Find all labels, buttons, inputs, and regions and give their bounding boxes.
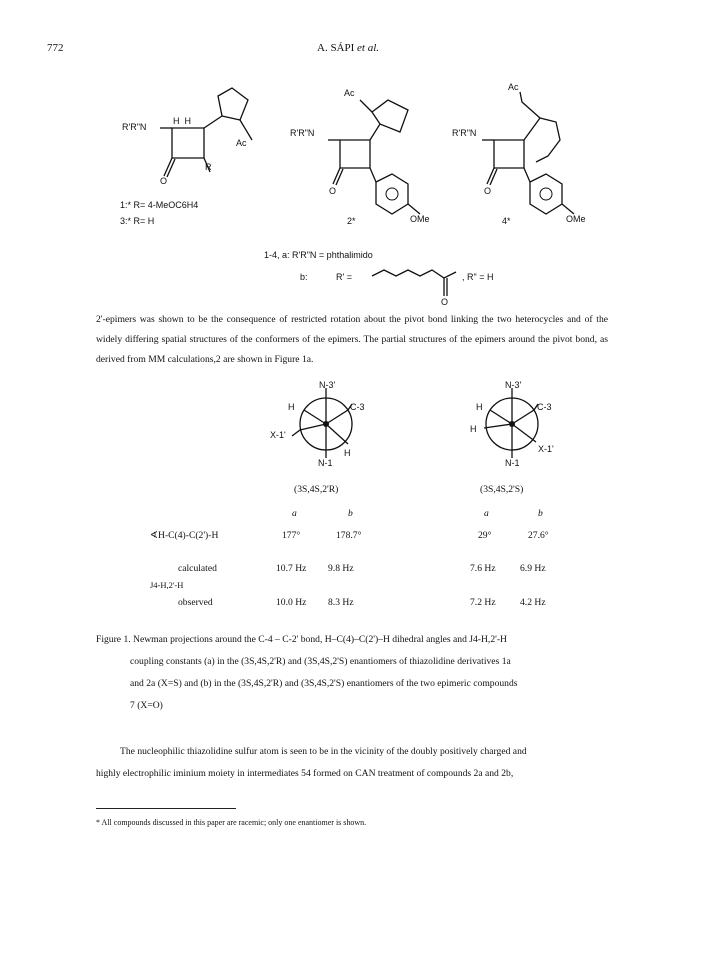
ac-label-2: Ac: [344, 88, 355, 98]
newman-r-x1: X-1': [538, 444, 554, 454]
legend-b-rr: , R" = H: [462, 272, 494, 282]
col-b-left: b: [348, 508, 353, 519]
allyl-chain: [372, 270, 456, 278]
rrn-label-2: R'R"N: [290, 128, 315, 138]
calc-a-left: 10.7 Hz: [276, 563, 307, 574]
angle-a-right: 29°: [478, 530, 492, 541]
col-a-left: a: [292, 508, 297, 519]
angle-a-left: 177°: [282, 530, 301, 541]
newman-l-h: H: [288, 402, 295, 412]
col-b-right: b: [538, 508, 543, 519]
compound-4-label: 4*: [502, 216, 511, 226]
beta-lactam-ring-2: [340, 140, 370, 168]
compound-3-label: 3:* R= H: [120, 216, 155, 226]
ac-label-4: Ac: [508, 82, 519, 92]
thiazolidine-2: [370, 100, 408, 140]
aryl-ring-4: [530, 174, 562, 214]
angle-label: ∢H-C(4)-C(2')-H: [150, 530, 219, 541]
j-label: J4-H,2'-H: [150, 580, 184, 590]
obs-label: observed: [178, 597, 213, 608]
calc-b-right: 6.9 Hz: [520, 563, 546, 574]
rrn-label-1: R'R"N: [122, 122, 147, 132]
footnote: * All compounds discussed in this paper are racemic; only one enantiomer is shown.: [96, 818, 367, 827]
compound-1-label: 1:* R= 4-MeOC6H4: [120, 200, 199, 210]
ome-label-4: OMe: [566, 214, 586, 224]
ring-4: [524, 118, 560, 162]
paragraph-1: 2'-epimers was shown to be the consequence of restricted rotation about the pivot bond linking the two heterocycles and of the widely differing spatial structures of the conformers of the epimers. The partial structures of the epimers around the pivot bond, as derived from MM calculations,2 are shown in Figure 1a.: [96, 314, 608, 365]
newman-l-h2: H: [344, 448, 351, 458]
paragraph-2-line-1: The nucleophilic thiazolidine sulfur atom is seen to be in the vicinity of the doubly positively charged and: [120, 746, 527, 757]
figure-caption-line-4: 7 (X=O): [130, 700, 163, 711]
legend-a: 1-4, a: R'R"N = phthalimido: [264, 250, 373, 260]
rrn-label-4: R'R"N: [452, 128, 477, 138]
angle-b-left: 178.7°: [336, 530, 362, 541]
angle-b-right: 27.6°: [528, 530, 549, 541]
newman-r-h: H: [476, 402, 483, 412]
running-head-etal: et al.: [357, 42, 380, 54]
beta-lactam-ring-1: [172, 128, 204, 158]
obs-b-left: 8.3 Hz: [328, 597, 354, 608]
o-label-b: O: [441, 297, 449, 307]
figure-caption-line-3: and 2a (X=S) and (b) in the (3S,4S,2'R) and (3S,4S,2'S) enantiomers of the two epimeric compounds: [130, 678, 518, 689]
newman-projections: [0, 378, 701, 468]
config-right: (3S,4S,2'S): [480, 484, 524, 495]
newman-r-n3: N-3': [505, 380, 522, 390]
newman-l-n1: N-1: [318, 458, 333, 468]
paragraph-2-line-2: highly electrophilic iminium moiety in intermediates 54 formed on CAN treatment of compounds 2a and 2b,: [96, 768, 514, 779]
compound-2-label: 2*: [347, 216, 356, 226]
ome-label-2: OMe: [410, 214, 430, 224]
newman-l-x1: X-1': [270, 430, 286, 440]
beta-lactam-ring-4: [494, 140, 524, 168]
h-label: H H: [173, 116, 191, 126]
o-label-1: O: [160, 176, 168, 186]
o-label-2: O: [329, 186, 337, 196]
obs-a-right: 7.2 Hz: [470, 597, 496, 608]
calc-b-left: 9.8 Hz: [328, 563, 354, 574]
calc-a-right: 7.6 Hz: [470, 563, 496, 574]
o-label-4: O: [484, 186, 492, 196]
newman-r-n1: N-1: [505, 458, 520, 468]
aryl-ring-2: [376, 174, 408, 214]
legend-b-r: R' =: [336, 272, 352, 282]
newman-r-c3: C-3: [537, 402, 552, 412]
ac-label-1: Ac: [236, 138, 247, 148]
col-a-right: a: [484, 508, 489, 519]
r-label: R: [205, 162, 212, 172]
config-left: (3S,4S,2'R): [294, 484, 339, 495]
footnote-rule: [96, 808, 236, 809]
newman-l-c3: C-3: [350, 402, 365, 412]
running-head-author: A. SÁPI: [317, 42, 355, 54]
obs-b-right: 4.2 Hz: [520, 597, 546, 608]
figure-caption-line-1: Figure 1. Newman projections around the C-4 – C-2' bond, H–C(4)–C(2')–H dihedral angles and J4-H,2'-H: [96, 634, 507, 645]
newman-l-n3: N-3': [319, 380, 336, 390]
obs-a-left: 10.0 Hz: [276, 597, 307, 608]
legend-b-prefix: b:: [300, 272, 308, 282]
newman-r-h2: H: [470, 424, 477, 434]
page-number: 772: [47, 42, 64, 54]
figure-caption-line-2: coupling constants (a) in the (3S,4S,2'R) and (3S,4S,2'S) enantiomers of thiazolidine derivatives 1a: [130, 656, 511, 667]
calc-label: calculated: [178, 563, 217, 574]
